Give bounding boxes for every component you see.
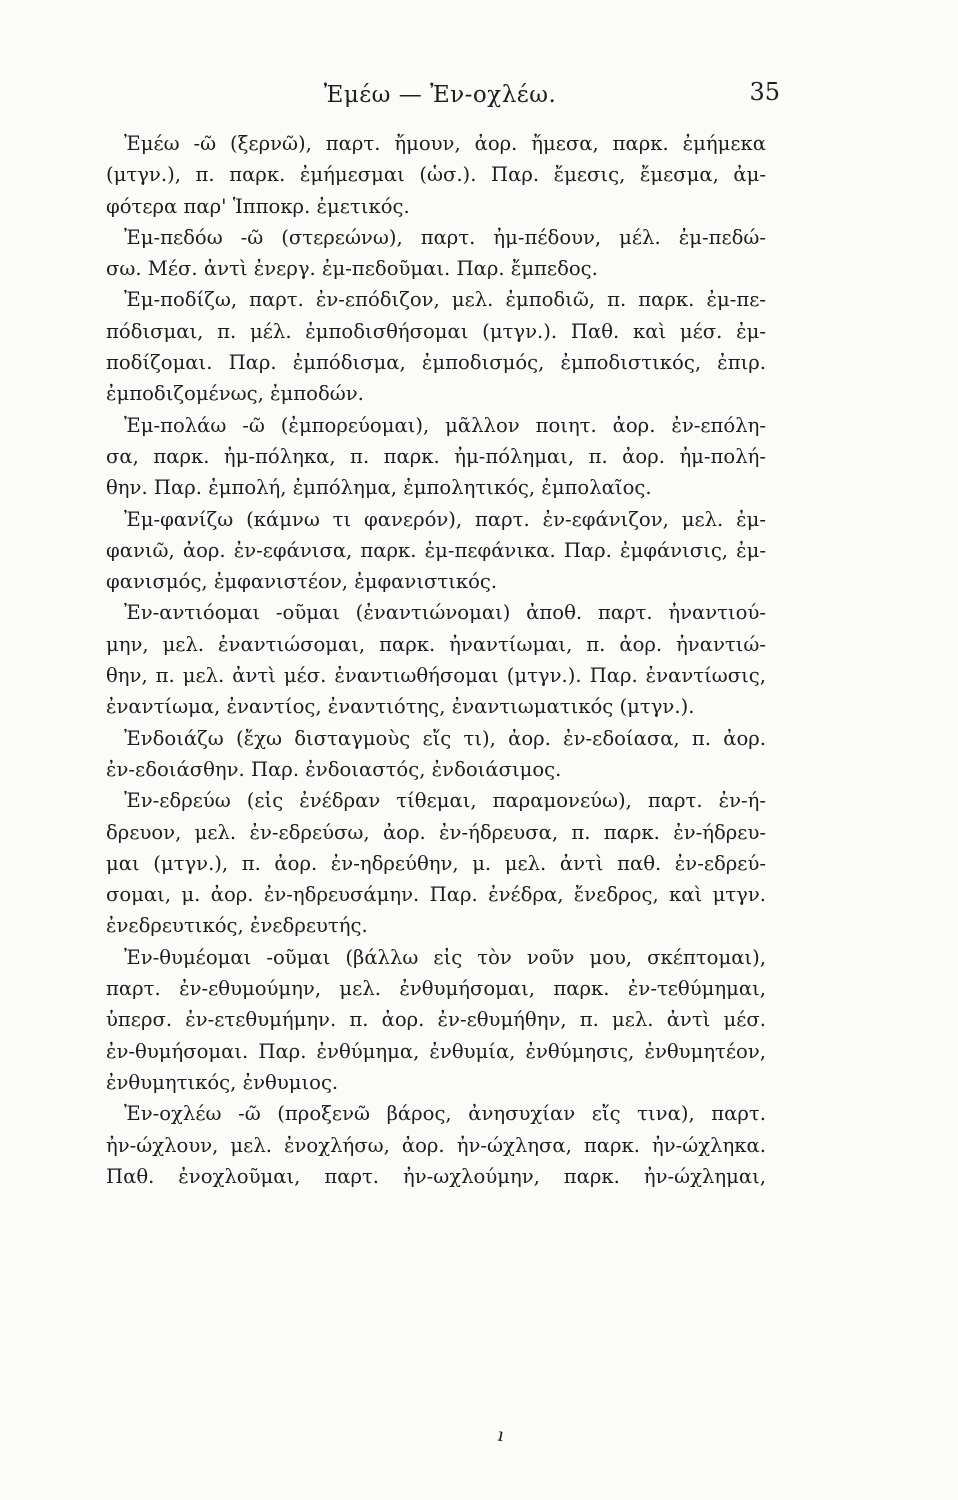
text-line: σομαι, μ. ἀορ. ἐν-ηδρευσάμην. Παρ. ἐνέδρα, ἔνεδρος, καὶ μτγν. [106, 883, 766, 907]
text-line: Ἐμ-πεδόω -ῶ (στερεώνω), παρτ. ἠμ-πέδουν, μέλ. ἐμ-πεδώ- [124, 225, 766, 249]
text-line: φανιῶ, ἀορ. ἐν-εφάνισα, παρκ. ἐμ-πεφάνικα. Παρ. ἐμφάνισις, ἐμ- [106, 538, 766, 562]
text-line: Ἐμ-φανίζω (κάμνω τι φανερόν), παρτ. ἐν-εφάνιζον, μελ. ἐμ- [124, 507, 766, 531]
text-line: ὑπερσ. ἐν-ετεθυμήμην. π. ἀορ. ἐν-εθυμήθην, π. μελ. ἀντὶ μέσ. [106, 1008, 766, 1032]
text-line: ἠν-ώχλουν, μελ. ἐνοχλήσω, ἀορ. ἠν-ώχλησα, παρκ. ἠν-ώχληκα. [106, 1133, 766, 1157]
text-line: θην, π. μελ. ἀντὶ μέσ. ἐναντιωθήσομαι (μτγν.). Παρ. ἐναντίωσις, [106, 664, 766, 688]
text-line: σω. Μέσ. ἀντὶ ἐνεργ. ἐμ-πεδοῦμαι. Παρ. ἔμπεδος. [106, 257, 598, 281]
text-line: Ἐν-θυμέομαι -οῦμαι (βάλλω εἰς τὸν νοῦν μου, σκέπτομαι), [124, 945, 766, 969]
text-line: θην. Παρ. ἐμπολή, ἐμπόλημα, ἐμπολητικός, ἐμπολαῖος. [106, 476, 652, 500]
dictionary-entries [106, 128, 766, 1192]
text-line: Ἐν-εδρεύω (εἰς ἐνέδραν τίθεμαι, παραμονεύω), παρτ. ἐν-ή- [124, 789, 766, 813]
text-line: ἐν-εδοιάσθην. Παρ. ἐνδοιαστός, ἐνδοιάσιμος. [106, 757, 562, 781]
text-line: σα, παρκ. ἠμ-πόληκα, π. παρκ. ἠμ-πόλημαι, π. ἀορ. ἠμ-πολή- [106, 444, 766, 468]
running-head [100, 78, 780, 118]
text-line: ποδίζομαι. Παρ. ἐμπόδισμα, ἐμποδισμός, ἐμποδιστικός, ἐπιρ. [106, 351, 766, 375]
text-line: φότερα παρ' Ἱπποκρ. ἐμετικός. [106, 194, 410, 218]
text-line: ἐναντίωμα, ἐναντίος, ἐναντιότης, ἐναντιωματικός (μτγν.). [106, 695, 695, 719]
text-line: Ἐμ-πολάω -ῶ (ἐμπορεύομαι), μᾶλλον ποιητ. ἀορ. ἐν-επόλη- [124, 413, 766, 437]
text-line: παρτ. ἐν-εθυμούμην, μελ. ἐνθυμήσομαι, παρκ. ἐν-τεθύμημαι, [106, 977, 766, 1001]
stray-mark: ı [495, 1424, 506, 1447]
text-line: μην, μελ. ἐναντιώσομαι, παρκ. ἠναντίωμαι, π. ἀορ. ἠναντιώ- [106, 632, 766, 656]
text-line: Ἐμέω -ῶ (ξερνῶ), παρτ. ἤμουν, ἀορ. ἤμεσα, παρκ. ἐμήμεκα [124, 132, 766, 155]
text-line: Ἐν-αντιόομαι -οῦμαι (ἐναντιώνομαι) ἀποθ. παρτ. ἠναντιού- [124, 601, 766, 625]
text-line: ἐνεδρευτικός, ἐνεδρευτής. [106, 914, 368, 938]
text-line: φανισμός, ἐμφανιστέον, ἐμφανιστικός. [106, 570, 498, 594]
text-line: πόδισμαι, π. μέλ. ἐμποδισθήσομαι (μτγν.). Παθ. καὶ μέσ. ἐμ- [106, 319, 766, 343]
text-line: Ἐνδοιάζω (ἔχω δισταγμοὺς εἴς τι), ἀορ. ἐν-εδοίασα, π. ἀορ. [124, 726, 766, 750]
text-line: Ἐν-οχλέω -ῶ (προξενῶ βάρος, ἀνησυχίαν εἴς τινα), παρτ. [124, 1102, 766, 1126]
text-line: ἐν-θυμήσομαι. Παρ. ἐνθύμημα, ἐνθυμία, ἐνθύμησις, ἐνθυμητέον, [106, 1039, 766, 1063]
text-line: ἐμποδιζομένως, ἐμποδών. [106, 382, 364, 406]
text-line: (μτγν.), π. παρκ. ἐμήμεσμαι (ὡσ.). Παρ. ἔμεσις, ἔμεσμα, ἀμ- [106, 163, 766, 187]
text-line: μαι (μτγν.), π. ἀορ. ἐν-ηδρεύθην, μ. μελ. ἀντὶ παθ. ἐν-εδρεύ- [106, 851, 766, 875]
page-title: Ἐμέω — Ἐν-οχλέω. [323, 82, 557, 108]
text-line: δρευον, μελ. ἐν-εδρεύσω, ἀορ. ἐν-ήδρευσα, π. παρκ. ἐν-ήδρευ- [106, 820, 766, 844]
text-line: Ἐμ-ποδίζω, παρτ. ἐν-επόδιζον, μελ. ἐμποδιῶ, π. παρκ. ἐμ-πε- [124, 288, 766, 312]
page-number: 35 [749, 78, 780, 106]
text-line: ἐνθυμητικός, ἐνθυμιος. [106, 1070, 339, 1094]
text-line: Παθ. ἐνοχλοῦμαι, παρτ. ἠν-ωχλούμην, παρκ. ἠν-ώχλημαι, [106, 1164, 766, 1188]
